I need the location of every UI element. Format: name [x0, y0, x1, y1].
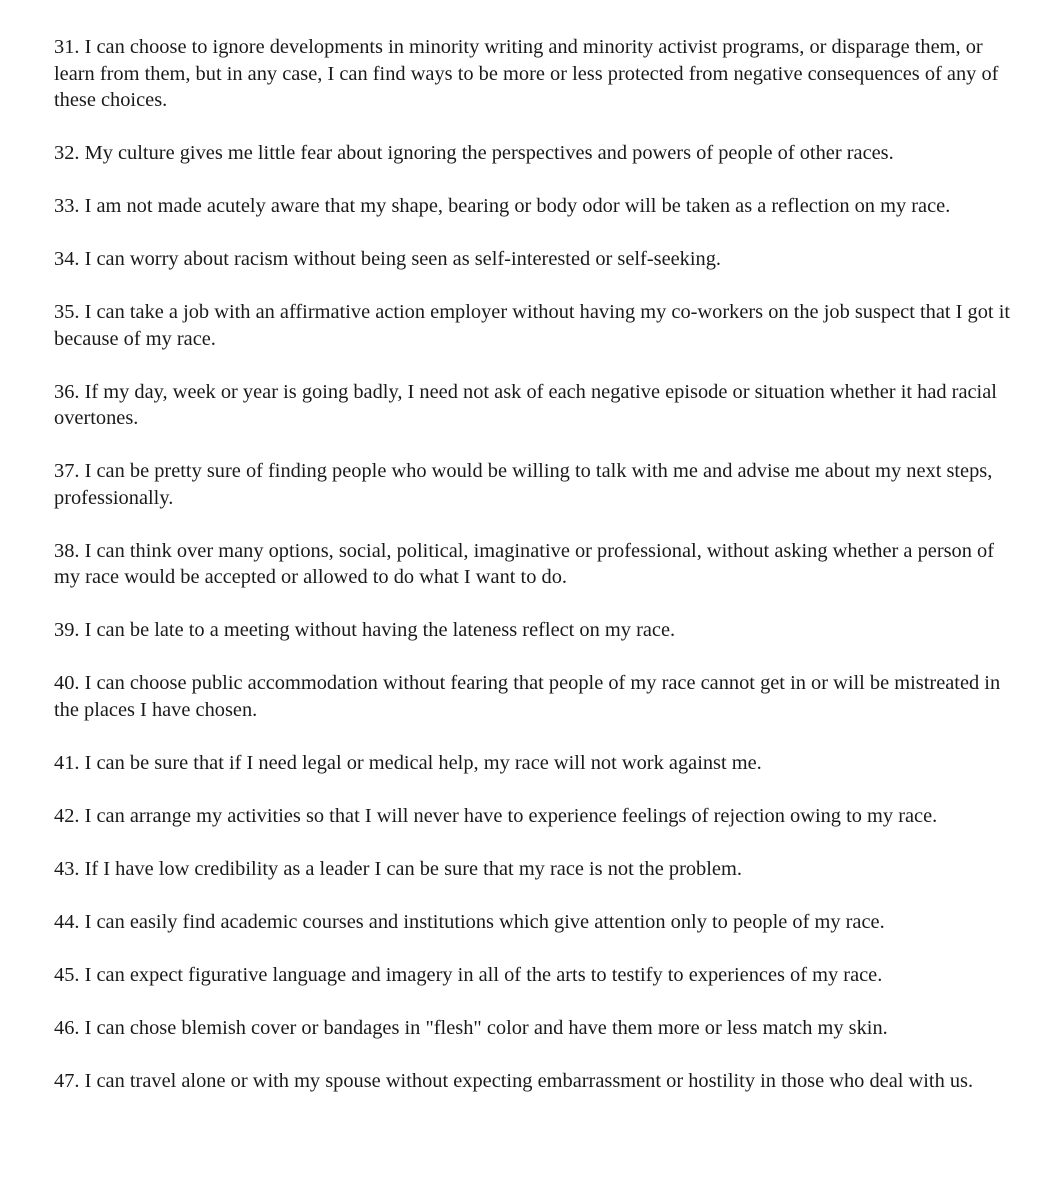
list-item-39: 39. I can be late to a meeting without having the lateness reflect on my race. — [54, 619, 676, 641]
list-item-31: 31. I can choose to ignore developments in minority writing and minority activist programs, or disparage them, or learn from them, but in any case, I can find ways to be more or less protected from negative consequences of any of these choices. — [54, 36, 999, 111]
list-item-46: 46. I can chose blemish cover or bandages in "flesh" color and have them more or less match my skin. — [54, 1016, 888, 1039]
list-item-36: 36. If my day, week or year is going badly, I need not ask of each negative episode or situation whether it had racial overtones. — [54, 380, 997, 429]
document-page — [54, 34, 1022, 1094]
list-item-40: 40. I can choose public accommodation without fearing that people of my race cannot get in or will be mistreated in the places I have chosen. — [54, 672, 1001, 721]
list-item-33: 33. I am not made acutely aware that my shape, bearing or body odor will be taken as a reflection on my race. — [54, 195, 951, 217]
list-item-41: 41. I can be sure that if I need legal or medical help, my race will not work against me. — [54, 751, 762, 774]
list-item-44: 44. I can easily find academic courses and institutions which give attention only to people of my race. — [54, 910, 885, 933]
list-item-47: 47. I can travel alone or with my spouse without expecting embarrassment or hostility in those who deal with us. — [54, 1069, 974, 1092]
list-item-35: 35. I can take a job with an affirmative action employer without having my co-workers on the job suspect that I got it because of my race. — [54, 301, 1011, 350]
list-item-45: 45. I can expect figurative language and imagery in all of the arts to testify to experiences of my race. — [54, 963, 883, 986]
list-item-38: 38. I can think over many options, social, political, imaginative or professional, without asking whether a person of my race would be accepted or allowed to do what I want to do. — [54, 539, 995, 588]
list-item-43: 43. If I have low credibility as a leader I can be sure that my race is not the problem. — [54, 857, 742, 880]
list-item-32: 32. My culture gives me little fear about ignoring the perspectives and powers of people of other races. — [54, 142, 894, 164]
list-item-34: 34. I can worry about racism without being seen as self-interested or self-seeking. — [54, 248, 722, 270]
list-item-42: 42. I can arrange my activities so that I will never have to experience feelings of rejection owing to my race. — [54, 804, 938, 827]
list-item-37: 37. I can be pretty sure of finding people who would be willing to talk with me and advise me about my next steps, professionally. — [54, 460, 993, 509]
